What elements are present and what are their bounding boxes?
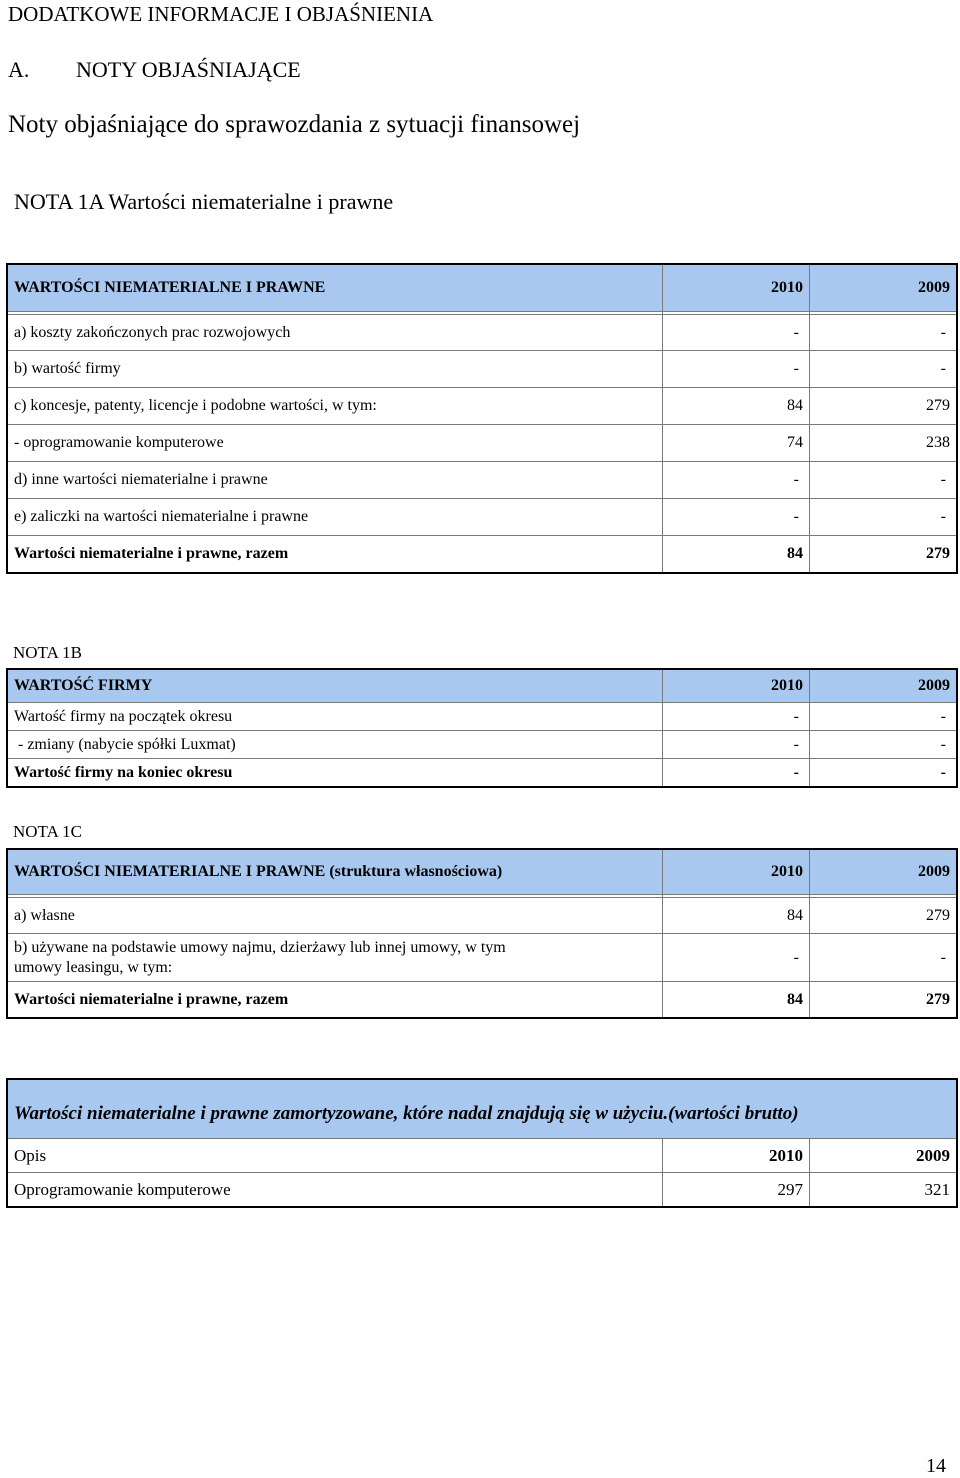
row-label: e) zaliczki na wartości niematerialne i prawne xyxy=(8,498,662,535)
header-label: WARTOŚĆ FIRMY xyxy=(8,670,662,702)
value-2009: - xyxy=(809,314,956,350)
header-label: WARTOŚCI NIEMATERIALNE I PRAWNE xyxy=(8,265,662,311)
row-label: a) własne xyxy=(8,897,662,933)
nota-1a-heading: NOTA 1A Wartości niematerialne i prawne xyxy=(14,189,394,214)
value-2009: - xyxy=(809,350,956,387)
row-label: - zmiany (nabycie spółki Luxmat) xyxy=(8,730,662,758)
header-year-2010: 2010 xyxy=(662,1138,809,1172)
table-row xyxy=(8,933,956,981)
section-letter: A. xyxy=(8,57,30,82)
value-2010: 297 xyxy=(662,1172,809,1206)
table-row xyxy=(8,702,956,730)
table-nota-1a xyxy=(6,263,958,574)
value-2010: - xyxy=(662,758,809,786)
value-2009: 321 xyxy=(809,1172,956,1206)
value-2010: - xyxy=(662,730,809,758)
value-2009: - xyxy=(809,702,956,730)
table-amortized xyxy=(6,1078,958,1208)
subtitle: Noty objaśniające do sprawozdania z sytuacji finansowej xyxy=(8,111,581,138)
header-label: WARTOŚCI NIEMATERIALNE I PRAWNE (struktura własnościowa) xyxy=(8,850,662,894)
page-number: 14 xyxy=(926,1455,946,1477)
value-2009: 238 xyxy=(809,424,956,461)
value-2010: - xyxy=(662,350,809,387)
header-year-2009: 2009 xyxy=(809,670,956,702)
value-2010: - xyxy=(662,702,809,730)
table-header-row xyxy=(8,670,956,702)
value-2010: 84 xyxy=(662,897,809,933)
row-label: - oprogramowanie komputerowe xyxy=(8,424,662,461)
value-2010: 74 xyxy=(662,424,809,461)
section-heading xyxy=(8,57,301,83)
value-2009: - xyxy=(809,758,956,786)
header-year-2009: 2009 xyxy=(809,265,956,311)
row-label: c) koncesje, patenty, licencje i podobne wartości, w tym: xyxy=(8,387,662,424)
value-2010: 84 xyxy=(662,387,809,424)
value-2010: 84 xyxy=(662,535,809,572)
header-year-2009: 2009 xyxy=(809,850,956,894)
table-row xyxy=(8,1172,956,1206)
table-nota-1c xyxy=(6,848,958,1019)
value-2009: 279 xyxy=(809,897,956,933)
row-label: Wartość firmy na koniec okresu xyxy=(8,758,662,786)
table-row xyxy=(8,461,956,498)
value-2009: 279 xyxy=(809,387,956,424)
table-nota-1b xyxy=(6,668,958,788)
row-label: Wartość firmy na początek okresu xyxy=(8,702,662,730)
row-label: b) używane na podstawie umowy najmu, dzierżawy lub innej umowy, w tym umowy leasingu, w tym: xyxy=(8,933,662,981)
value-2009: - xyxy=(809,461,956,498)
nota-1b-heading: NOTA 1B xyxy=(13,643,83,662)
value-2010: 84 xyxy=(662,981,809,1017)
value-2009: 279 xyxy=(809,535,956,572)
nota-1c-heading: NOTA 1C xyxy=(13,822,83,841)
document-title: DODATKOWE INFORMACJE I OBJAŚNIENIA xyxy=(8,2,434,26)
value-2009: 279 xyxy=(809,981,956,1017)
table-total-row xyxy=(8,758,956,786)
header-year-2010: 2010 xyxy=(662,670,809,702)
row-label: Wartości niematerialne i prawne, razem xyxy=(8,535,662,572)
header-year-2010: 2010 xyxy=(662,850,809,894)
table-row xyxy=(8,730,956,758)
table-header-row xyxy=(8,1138,956,1172)
table-row xyxy=(8,897,956,933)
value-2010: - xyxy=(662,498,809,535)
amortized-title: Wartości niematerialne i prawne zamortyzowane, które nadal znajdują się w użyciu.(wartości brutto) xyxy=(8,1080,956,1138)
value-2010: - xyxy=(662,314,809,350)
row-label: Oprogramowanie komputerowe xyxy=(8,1172,662,1206)
table-row xyxy=(8,350,956,387)
table-total-row xyxy=(8,981,956,1017)
header-year-2010: 2010 xyxy=(662,265,809,311)
row-label: b) wartość firmy xyxy=(8,350,662,387)
value-2009: - xyxy=(809,730,956,758)
row-label: d) inne wartości niematerialne i prawne xyxy=(8,461,662,498)
table-row xyxy=(8,387,956,424)
row-label: a) koszty zakończonych prac rozwojowych xyxy=(8,314,662,350)
value-2009: - xyxy=(809,498,956,535)
header-label: Opis xyxy=(8,1138,662,1172)
table-total-row xyxy=(8,535,956,572)
row-label: Wartości niematerialne i prawne, razem xyxy=(8,981,662,1017)
table-row xyxy=(8,498,956,535)
value-2010: - xyxy=(662,933,809,981)
table-header-row xyxy=(8,265,956,311)
section-title: NOTY OBJAŚNIAJĄCE xyxy=(76,57,301,82)
table-row xyxy=(8,424,956,461)
table-title-row xyxy=(8,1080,956,1138)
table-header-row xyxy=(8,850,956,894)
value-2010: - xyxy=(662,461,809,498)
header-year-2009: 2009 xyxy=(809,1138,956,1172)
value-2009: - xyxy=(809,933,956,981)
table-row xyxy=(8,314,956,350)
